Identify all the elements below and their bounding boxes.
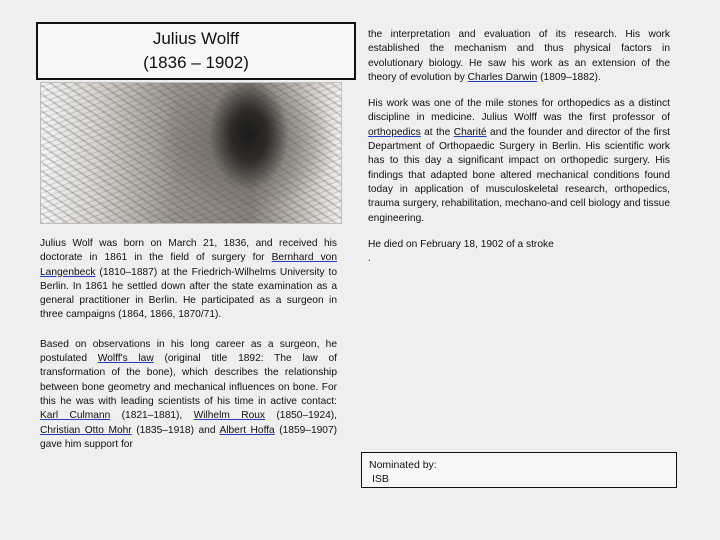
title-box: [36, 22, 356, 80]
title-name: Julius Wolff: [152, 29, 240, 48]
link-charles-darwin[interactable]: Charles Darwin: [467, 71, 538, 83]
paragraph-wolffs-law: Based on observations in his long career as a surgeon, he postulated Wolff's law (original title 1892: The law of transformation of the bone), which describes the relationship between bone geometry and mechanical influences on bone. For this he was with leading scientists of his time in active contact: Karl Culmann (1821–1881), Wilhelm Roux (1850–1924), Christian Otto Mohr (1835–1918) and Albert Hoffa (1859–1907) gave him support for: [40, 338, 338, 450]
link-wolffs-law[interactable]: Wolff's law: [97, 353, 154, 365]
portrait-image: [40, 82, 342, 224]
stray-mark: .: [368, 253, 371, 265]
link-christian-otto-mohr[interactable]: Christian Otto Mohr: [40, 424, 132, 436]
link-charite[interactable]: Charité: [453, 126, 487, 138]
right-column: [368, 28, 670, 266]
paragraph-death: He died on February 18, 1902 of a stroke: [368, 238, 554, 250]
left-column: [40, 237, 337, 452]
link-karl-culmann[interactable]: Karl Culmann: [40, 410, 111, 422]
link-orthopedics[interactable]: orthopedics: [368, 126, 421, 138]
link-bernhard-von-langenbeck[interactable]: Bernhard von Langenbeck: [40, 252, 337, 278]
link-albert-hoffa[interactable]: Albert Hoffa: [219, 424, 275, 436]
paragraph-interpretation: the interpretation and evaluation of its research. His work established the mechanism and thus physical factors in evolutionary biology. He saw his work as an extension of the theory of evolution by Charles Darwin (1809–1882).: [368, 29, 670, 83]
link-wilhelm-roux[interactable]: Wilhelm Roux: [193, 410, 266, 422]
nominated-value: ISB: [372, 473, 389, 485]
title-years: (1836 – 1902): [143, 53, 249, 72]
nominated-box: [361, 452, 677, 488]
nominated-label: Nominated by:: [369, 459, 437, 471]
paragraph-milestones: His work was one of the mile stones for orthopedics as a distinct discipline in medicine. Julius Wolff was the first professor of orthopedics at the Charité and the founder and director of the first Department of Orthopaedic Surgery in Berlin. His scientific work has to this day a significant impact on orthopedic surgery. His findings that adapted bone altered mechanical conditions found today in application of musculoskeletal research, orthopedics, trauma surgery, rehabilitation, mechano-and cell biology and tissue engineering.: [368, 98, 670, 224]
paragraph-birth: Julius Wolf was born on March 21, 1836, and received his doctorate in 1861 in the field of surgery for Bernhard von Langenbeck (1810–1887) at the Friedrich-Wilhelms University to Berlin. In 1861 he settled down after the state examination as a general practitioner in Berlin. He participated as a surgeon in three campaigns (1864, 1866, 1870/71).: [40, 238, 337, 321]
